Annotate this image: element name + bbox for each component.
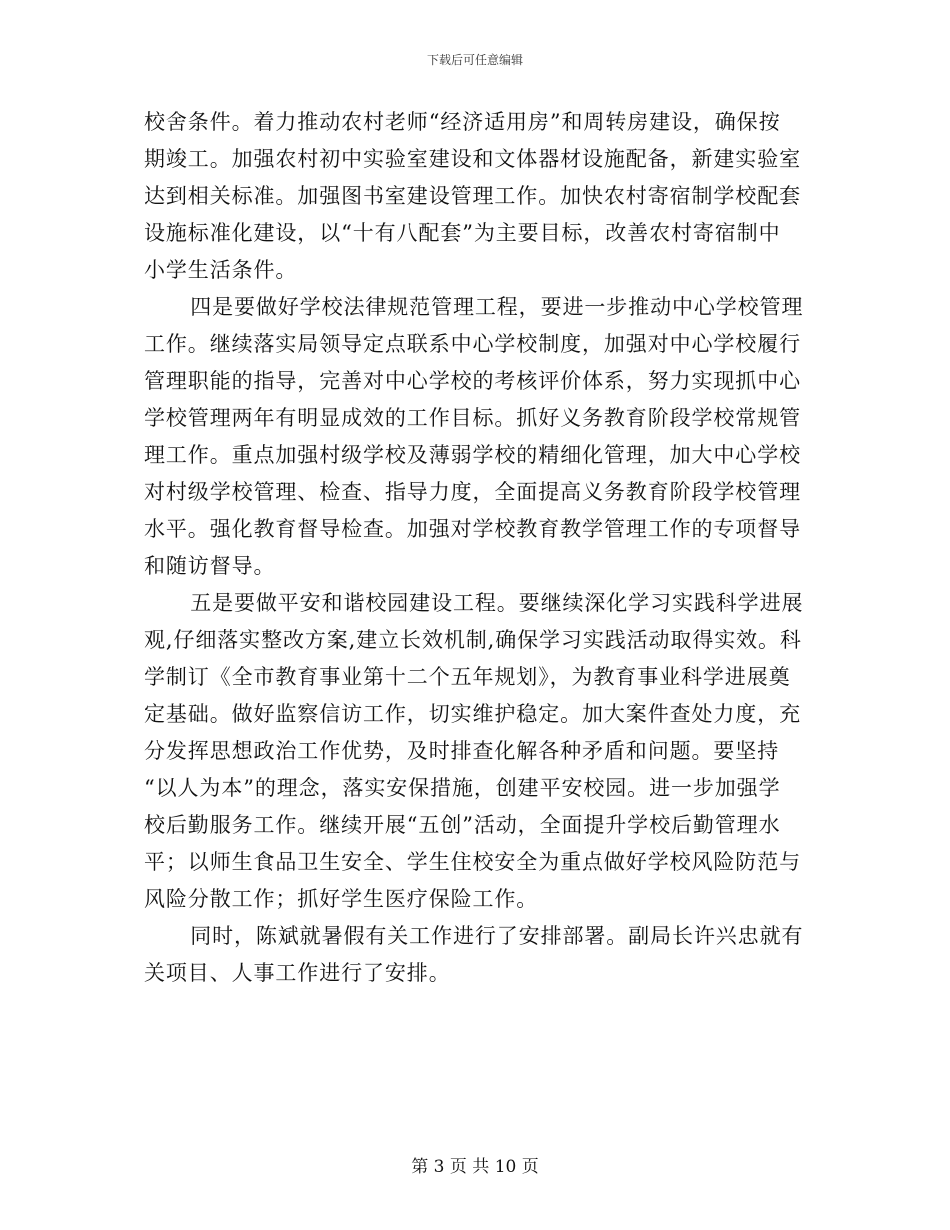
text-line: 管理职能的指导，完善对中心学校的考核评价体系，努力实现抓中心 [144,369,801,393]
text-line: 平；以师生食品卫生安全、学生住校安全为重点做好学校风险防范与 [144,850,801,874]
text-line: 四是要做好学校法律规范管理工程，要进一步推动中心学校管理 [190,295,804,319]
text-line: 五是要做平安和谐校园建设工程。要继续深化学习实践科学进展 [190,591,804,615]
text-line: 关项目、人事工作进行了安排。 [144,961,451,985]
text-line: 理工作。重点加强村级学校及薄弱学校的精细化管理，加大中心学校 [144,443,801,467]
text-line: 设施标准化建设，以“十有八配套”为主要目标，改善农村寄宿制中 [144,221,781,245]
text-line: 风险分散工作；抓好学生医疗保险工作。 [144,887,539,911]
paragraph-4 [144,918,804,992]
paragraph-2 [144,289,804,585]
text-line: 和随访督导。 [144,554,276,578]
text-line: 达到相关标准。加强图书室建设管理工作。加快农村寄宿制学校配套 [144,184,801,208]
document-body [144,104,804,992]
text-line: 学校管理两年有明显成效的工作目标。抓好义务教育阶段学校常规管 [144,406,801,430]
page-number-footer: 第 3 页 共 10 页 [411,1157,539,1177]
text-line: 校舍条件。着力推动农村老师“经济适用房”和周转房建设，确保按 [144,110,781,134]
text-line: 学制订《全市教育事业第十二个五年规划》，为教育事业科学进展奠 [144,665,791,689]
paragraph-1 [144,104,804,289]
text-line: 工作。继续落实局领导定点联系中心学校制度，加强对中心学校履行 [144,332,801,356]
text-line: 对村级学校管理、检查、指导力度，全面提高义务教育阶段学校管理 [144,480,801,504]
text-line: “以人为本”的理念，落实安保措施，创建平安校园。进一步加强学 [144,776,781,800]
text-line: 观,仔细落实整改方案,建立长效机制,确保学习实践活动取得实效。科 [144,628,802,652]
text-line: 校后勤服务工作。继续开展“五创”活动，全面提升学校后勤管理水 [144,813,781,837]
text-line: 水平。强化教育督导检查。加强对学校教育教学管理工作的专项督导 [144,517,801,541]
text-line: 期竣工。加强农村初中实验室建设和文体器材设施配备，新建实验室 [144,147,801,171]
text-line: 分发挥思想政治工作优势，及时排查化解各种矛盾和问题。要坚持 [144,739,780,763]
paragraph-3 [144,585,804,918]
text-line: 定基础。做好监察信访工作，切实维护稳定。加大案件查处力度，充 [144,702,801,726]
page-header-note: 下载后可任意编辑 [426,53,523,67]
text-line: 小学生活条件。 [144,258,298,282]
text-line: 同时，陈斌就暑假有关工作进行了安排部署。副局长许兴忠就有 [190,924,804,948]
